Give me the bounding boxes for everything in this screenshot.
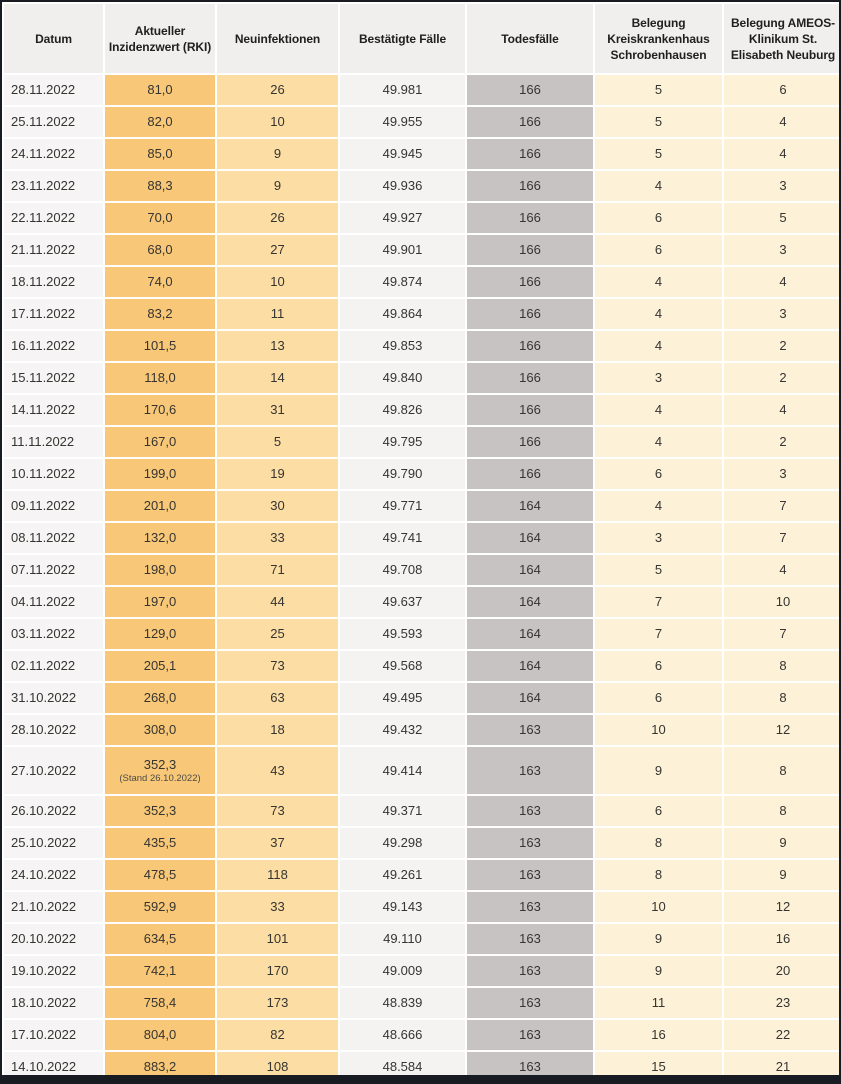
table-row [4,587,841,617]
cell-inzidenz [105,555,215,585]
cell-todesfaelle: 166 [467,235,593,265]
cell-bestaetigte-faelle: 49.708 [340,555,465,585]
cell-bestaetigte-faelle: 49.637 [340,587,465,617]
cell-inzidenz [105,363,215,393]
cell-datum: 07.11.2022 [4,555,103,585]
cell-datum: 24.10.2022 [4,860,103,890]
cell-neuinfektionen: 44 [217,587,338,617]
cell-neuinfektionen: 10 [217,107,338,137]
cell-belegung-kkh: 16 [595,1020,722,1050]
column-header-neuinfektionen: Neuinfektionen [217,4,338,73]
cell-belegung-kkh: 4 [595,491,722,521]
column-header-bestaetigte-faelle: Bestätigte Fälle [340,4,465,73]
cell-inzidenz [105,747,215,794]
cell-inzidenz-value: 198,0 [143,562,177,577]
cell-todesfaelle: 163 [467,892,593,922]
cell-neuinfektionen: 118 [217,860,338,890]
cell-inzidenz [105,75,215,105]
table-row [4,555,841,585]
cell-belegung-ameos: 7 [724,523,841,553]
column-header-todesfaelle: Todesfälle [467,4,593,73]
cell-todesfaelle: 166 [467,267,593,297]
cell-belegung-ameos: 21 [724,1052,841,1082]
cell-neuinfektionen: 5 [217,427,338,457]
table-row [4,203,841,233]
cell-bestaetigte-faelle: 49.298 [340,828,465,858]
cell-belegung-kkh: 9 [595,747,722,794]
cell-neuinfektionen: 71 [217,555,338,585]
cell-inzidenz-value: 205,1 [143,658,177,673]
cell-neuinfektionen: 26 [217,203,338,233]
cell-bestaetigte-faelle: 49.432 [340,715,465,745]
table-row [4,892,841,922]
cell-bestaetigte-faelle: 49.261 [340,860,465,890]
cell-bestaetigte-faelle: 49.864 [340,299,465,329]
cell-belegung-kkh: 5 [595,139,722,169]
cell-todesfaelle: 164 [467,491,593,521]
cell-datum: 24.11.2022 [4,139,103,169]
table-row [4,619,841,649]
cell-belegung-ameos: 4 [724,555,841,585]
cell-bestaetigte-faelle: 49.840 [340,363,465,393]
cell-inzidenz-value: 129,0 [143,626,177,641]
cell-belegung-kkh: 8 [595,860,722,890]
cell-inzidenz [105,139,215,169]
cell-todesfaelle: 166 [467,363,593,393]
column-header-datum: Datum [4,4,103,73]
cell-inzidenz-value: 758,4 [143,995,177,1010]
cell-belegung-kkh: 4 [595,299,722,329]
cell-neuinfektionen: 108 [217,1052,338,1082]
cell-datum: 22.11.2022 [4,203,103,233]
cell-bestaetigte-faelle: 49.143 [340,892,465,922]
cell-datum: 15.11.2022 [4,363,103,393]
cell-belegung-kkh: 11 [595,988,722,1018]
cell-inzidenz-value: 74,0 [147,274,173,289]
table-row [4,988,841,1018]
cell-neuinfektionen: 26 [217,75,338,105]
cell-datum: 20.10.2022 [4,924,103,954]
cell-belegung-ameos: 4 [724,107,841,137]
cell-todesfaelle: 166 [467,427,593,457]
cell-belegung-ameos: 12 [724,892,841,922]
cell-inzidenz [105,651,215,681]
cell-bestaetigte-faelle: 49.790 [340,459,465,489]
cell-datum: 14.11.2022 [4,395,103,425]
cell-belegung-ameos: 8 [724,796,841,826]
cell-inzidenz [105,395,215,425]
cell-todesfaelle: 163 [467,1052,593,1082]
cell-inzidenz [105,491,215,521]
cell-inzidenz-value: 308,0 [143,722,177,737]
covid-stats-table [2,2,841,1084]
cell-inzidenz [105,587,215,617]
cell-bestaetigte-faelle: 49.981 [340,75,465,105]
cell-inzidenz [105,860,215,890]
cell-belegung-ameos: 4 [724,267,841,297]
table-row [4,683,841,713]
cell-inzidenz [105,828,215,858]
cell-todesfaelle: 166 [467,75,593,105]
table-row [4,459,841,489]
cell-datum: 27.10.2022 [4,747,103,794]
cell-bestaetigte-faelle: 49.568 [340,651,465,681]
cell-datum: 21.10.2022 [4,892,103,922]
cell-inzidenz [105,715,215,745]
table-row [4,828,841,858]
cell-datum: 09.11.2022 [4,491,103,521]
cell-belegung-kkh: 4 [595,171,722,201]
header-row [4,4,841,73]
cell-todesfaelle: 164 [467,651,593,681]
table-row [4,747,841,794]
cell-neuinfektionen: 14 [217,363,338,393]
cell-neuinfektionen: 101 [217,924,338,954]
cell-bestaetigte-faelle: 48.584 [340,1052,465,1082]
cell-datum: 25.10.2022 [4,828,103,858]
cell-inzidenz-value: 197,0 [143,594,177,609]
cell-belegung-ameos: 3 [724,299,841,329]
cell-inzidenz-value: 101,5 [143,338,177,353]
table-row [4,171,841,201]
cell-todesfaelle: 164 [467,587,593,617]
cell-bestaetigte-faelle: 49.945 [340,139,465,169]
cell-belegung-kkh: 5 [595,107,722,137]
cell-belegung-ameos: 7 [724,491,841,521]
cell-belegung-kkh: 6 [595,683,722,713]
cell-datum: 04.11.2022 [4,587,103,617]
cell-inzidenz-value: 82,0 [147,114,173,129]
cell-todesfaelle: 163 [467,860,593,890]
table-row [4,1020,841,1050]
cell-datum: 23.11.2022 [4,171,103,201]
cell-todesfaelle: 164 [467,523,593,553]
cell-inzidenz-value: 435,5 [143,835,177,850]
cell-todesfaelle: 163 [467,1020,593,1050]
cell-inzidenz-value: 167,0 [143,434,177,449]
cell-datum: 28.11.2022 [4,75,103,105]
table-header [4,4,841,73]
cell-inzidenz-value: 85,0 [147,146,173,161]
cell-inzidenz-value: 268,0 [143,690,177,705]
cell-belegung-ameos: 2 [724,331,841,361]
column-header-belegung-kreiskrankenhaus: Belegung Kreiskrankenhaus Schrobenhausen [595,4,722,73]
cell-belegung-ameos: 16 [724,924,841,954]
cell-inzidenz-note: (Stand 26.10.2022) [119,772,201,784]
cell-inzidenz-value: 592,9 [143,899,177,914]
cell-belegung-kkh: 4 [595,331,722,361]
cell-neuinfektionen: 31 [217,395,338,425]
cell-inzidenz-value: 352,3 [143,803,177,818]
cell-bestaetigte-faelle: 49.371 [340,796,465,826]
cell-inzidenz [105,203,215,233]
cell-bestaetigte-faelle: 49.110 [340,924,465,954]
cell-belegung-kkh: 6 [595,796,722,826]
cell-inzidenz-value: 742,1 [143,963,177,978]
cell-inzidenz [105,988,215,1018]
cell-todesfaelle: 163 [467,956,593,986]
cell-bestaetigte-faelle: 49.009 [340,956,465,986]
cell-inzidenz [105,171,215,201]
cell-inzidenz-value: 118,0 [144,370,176,385]
cell-belegung-ameos: 7 [724,619,841,649]
cell-belegung-kkh: 4 [595,427,722,457]
cell-neuinfektionen: 9 [217,139,338,169]
cell-belegung-ameos: 8 [724,651,841,681]
cell-inzidenz [105,619,215,649]
cell-todesfaelle: 163 [467,715,593,745]
cell-belegung-ameos: 3 [724,235,841,265]
table-row [4,924,841,954]
cell-belegung-kkh: 7 [595,619,722,649]
table-row [4,491,841,521]
cell-belegung-kkh: 9 [595,956,722,986]
cell-datum: 17.10.2022 [4,1020,103,1050]
cell-inzidenz-value: 132,0 [143,530,177,545]
cell-datum: 16.11.2022 [4,331,103,361]
cell-inzidenz [105,267,215,297]
cell-neuinfektionen: 11 [217,299,338,329]
cell-bestaetigte-faelle: 48.839 [340,988,465,1018]
table-row [4,860,841,890]
cell-neuinfektionen: 173 [217,988,338,1018]
table-row [4,107,841,137]
cell-belegung-kkh: 5 [595,555,722,585]
cell-inzidenz [105,1020,215,1050]
cell-bestaetigte-faelle: 49.853 [340,331,465,361]
cell-todesfaelle: 166 [467,203,593,233]
cell-belegung-kkh: 4 [595,395,722,425]
cell-todesfaelle: 164 [467,555,593,585]
table-row [4,363,841,393]
cell-inzidenz-value: 199,0 [143,466,177,481]
cell-bestaetigte-faelle: 48.666 [340,1020,465,1050]
cell-belegung-ameos: 8 [724,683,841,713]
cell-datum: 25.11.2022 [4,107,103,137]
cell-todesfaelle: 166 [467,459,593,489]
cell-neuinfektionen: 19 [217,459,338,489]
cell-todesfaelle: 166 [467,107,593,137]
cell-belegung-kkh: 7 [595,587,722,617]
cell-inzidenz [105,924,215,954]
cell-todesfaelle: 163 [467,747,593,794]
cell-inzidenz [105,956,215,986]
cell-bestaetigte-faelle: 49.414 [340,747,465,794]
cell-inzidenz [105,459,215,489]
cell-todesfaelle: 166 [467,299,593,329]
cell-neuinfektionen: 30 [217,491,338,521]
cell-inzidenz [105,107,215,137]
cell-belegung-kkh: 8 [595,828,722,858]
table-row [4,523,841,553]
cell-neuinfektionen: 13 [217,331,338,361]
cell-belegung-kkh: 4 [595,267,722,297]
cell-inzidenz-value: 170,6 [143,402,177,417]
cell-belegung-ameos: 20 [724,956,841,986]
cell-belegung-kkh: 6 [595,203,722,233]
cell-bestaetigte-faelle: 49.771 [340,491,465,521]
cell-belegung-ameos: 9 [724,828,841,858]
cell-belegung-ameos: 2 [724,427,841,457]
cell-belegung-kkh: 6 [595,235,722,265]
cell-neuinfektionen: 73 [217,651,338,681]
cell-belegung-ameos: 4 [724,139,841,169]
cell-inzidenz-value: 352,3 [143,756,177,772]
cell-bestaetigte-faelle: 49.795 [340,427,465,457]
cell-neuinfektionen: 33 [217,523,338,553]
table-row [4,796,841,826]
cell-belegung-ameos: 9 [724,860,841,890]
cell-inzidenz-value: 634,5 [143,931,177,946]
cell-bestaetigte-faelle: 49.955 [340,107,465,137]
cell-datum: 17.11.2022 [4,299,103,329]
cell-datum: 14.10.2022 [4,1052,103,1082]
table-row [4,139,841,169]
cell-belegung-ameos: 22 [724,1020,841,1050]
table-row [4,651,841,681]
table-row [4,715,841,745]
cell-belegung-ameos: 10 [724,587,841,617]
bottom-divider-bar [2,1075,839,1082]
cell-datum: 18.11.2022 [4,267,103,297]
cell-inzidenz-value: 88,3 [147,178,173,193]
cell-neuinfektionen: 37 [217,828,338,858]
cell-inzidenz-value: 81,0 [147,82,173,97]
cell-neuinfektionen: 27 [217,235,338,265]
table-row [4,427,841,457]
cell-inzidenz [105,299,215,329]
cell-inzidenz-value: 804,0 [143,1027,177,1042]
cell-belegung-kkh: 3 [595,523,722,553]
cell-datum: 10.11.2022 [4,459,103,489]
cell-belegung-ameos: 23 [724,988,841,1018]
table-row [4,75,841,105]
cell-todesfaelle: 164 [467,619,593,649]
cell-bestaetigte-faelle: 49.495 [340,683,465,713]
cell-belegung-ameos: 3 [724,459,841,489]
cell-datum: 08.11.2022 [4,523,103,553]
table-row [4,235,841,265]
cell-neuinfektionen: 9 [217,171,338,201]
cell-datum: 26.10.2022 [4,796,103,826]
cell-todesfaelle: 163 [467,828,593,858]
cell-belegung-kkh: 6 [595,651,722,681]
cell-belegung-ameos: 6 [724,75,841,105]
cell-datum: 03.11.2022 [4,619,103,649]
cell-datum: 02.11.2022 [4,651,103,681]
cell-belegung-ameos: 8 [724,747,841,794]
cell-todesfaelle: 163 [467,988,593,1018]
column-header-inzidenzwert: Aktueller Inzidenzwert (RKI) [105,4,215,73]
cell-bestaetigte-faelle: 49.927 [340,203,465,233]
cell-inzidenz [105,523,215,553]
cell-todesfaelle: 166 [467,139,593,169]
cell-neuinfektionen: 18 [217,715,338,745]
cell-todesfaelle: 166 [467,171,593,201]
cell-neuinfektionen: 170 [217,956,338,986]
cell-datum: 21.11.2022 [4,235,103,265]
cell-todesfaelle: 166 [467,395,593,425]
cell-belegung-kkh: 3 [595,363,722,393]
cell-neuinfektionen: 33 [217,892,338,922]
cell-inzidenz [105,796,215,826]
cell-datum: 11.11.2022 [4,427,103,457]
cell-belegung-kkh: 15 [595,1052,722,1082]
cell-bestaetigte-faelle: 49.874 [340,267,465,297]
cell-bestaetigte-faelle: 49.826 [340,395,465,425]
cell-inzidenz-value: 478,5 [143,867,177,882]
table-row [4,267,841,297]
cell-belegung-ameos: 2 [724,363,841,393]
cell-neuinfektionen: 43 [217,747,338,794]
cell-belegung-kkh: 10 [595,892,722,922]
cell-inzidenz [105,892,215,922]
cell-inzidenz [105,683,215,713]
cell-datum: 19.10.2022 [4,956,103,986]
cell-datum: 31.10.2022 [4,683,103,713]
cell-datum: 18.10.2022 [4,988,103,1018]
cell-datum: 28.10.2022 [4,715,103,745]
cell-inzidenz-value: 201,0 [143,498,177,513]
cell-neuinfektionen: 10 [217,267,338,297]
cell-bestaetigte-faelle: 49.593 [340,619,465,649]
cell-todesfaelle: 164 [467,683,593,713]
cell-neuinfektionen: 73 [217,796,338,826]
cell-belegung-ameos: 3 [724,171,841,201]
cell-bestaetigte-faelle: 49.901 [340,235,465,265]
cell-inzidenz [105,235,215,265]
table-row [4,395,841,425]
cell-todesfaelle: 163 [467,924,593,954]
cell-todesfaelle: 166 [467,331,593,361]
cell-bestaetigte-faelle: 49.741 [340,523,465,553]
cell-belegung-kkh: 9 [595,924,722,954]
cell-belegung-ameos: 4 [724,395,841,425]
table-row [4,331,841,361]
cell-inzidenz-value: 68,0 [147,242,173,257]
table-row [4,299,841,329]
column-header-belegung-ameos: Belegung AMEOS-Klinikum St. Elisabeth Neuburg [724,4,841,73]
cell-belegung-ameos: 12 [724,715,841,745]
cell-neuinfektionen: 25 [217,619,338,649]
cell-belegung-ameos: 5 [724,203,841,233]
cell-neuinfektionen: 63 [217,683,338,713]
cell-inzidenz [105,331,215,361]
cell-inzidenz-value: 83,2 [147,306,173,321]
cell-belegung-kkh: 5 [595,75,722,105]
cell-todesfaelle: 163 [467,796,593,826]
table-body [4,75,841,1082]
cell-inzidenz-value: 883,2 [143,1059,177,1074]
cell-inzidenz [105,427,215,457]
cell-bestaetigte-faelle: 49.936 [340,171,465,201]
cell-neuinfektionen: 82 [217,1020,338,1050]
table-row [4,956,841,986]
cell-belegung-kkh: 10 [595,715,722,745]
cell-inzidenz-value: 70,0 [147,210,173,225]
cell-belegung-kkh: 6 [595,459,722,489]
